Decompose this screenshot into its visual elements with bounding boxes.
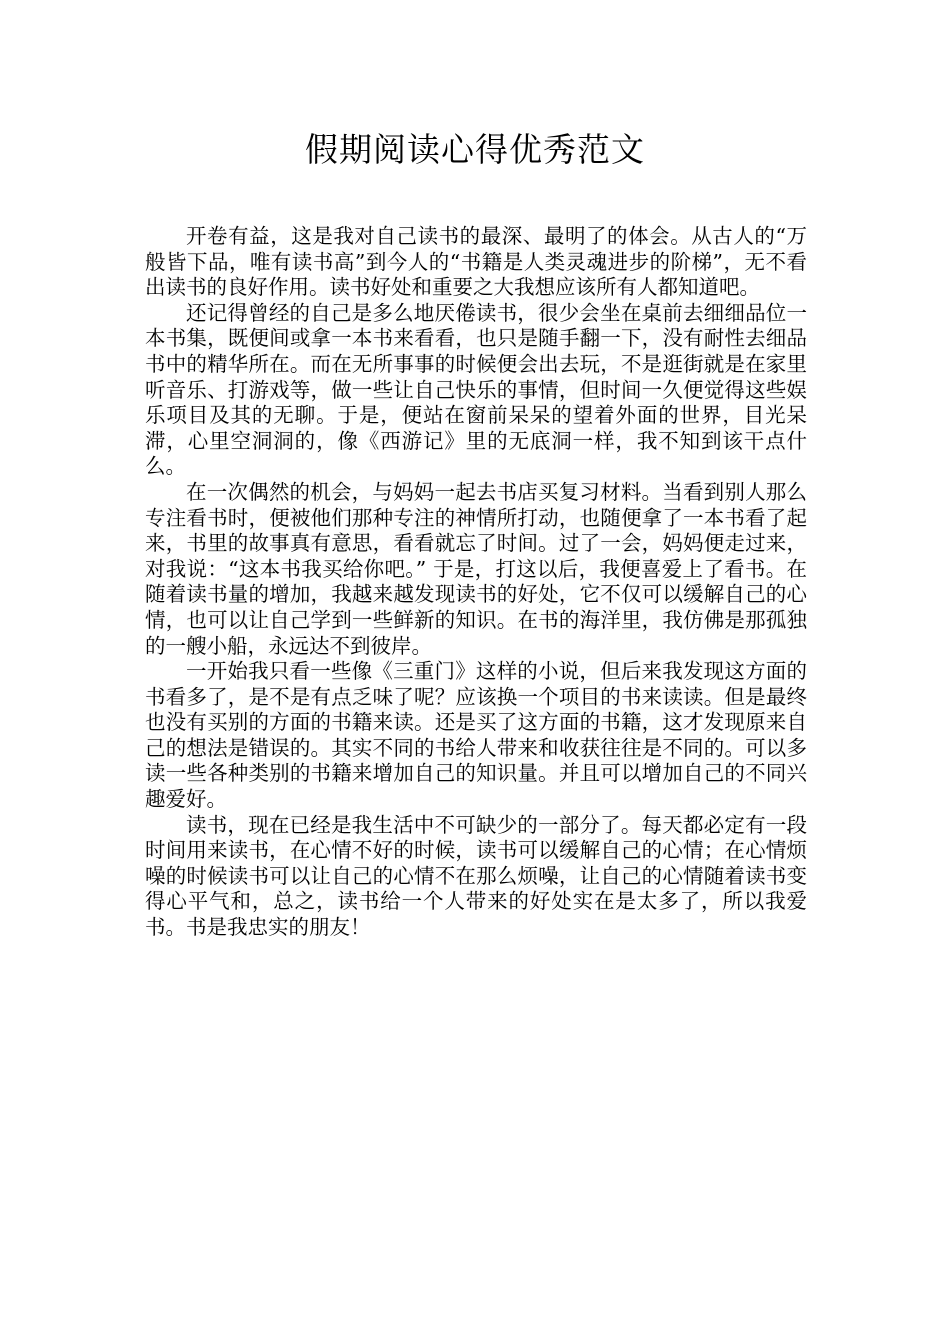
paragraph-5: 读书，现在已经是我生活中不可缺少的一部分了。每天都必定有一段时间用来读书，在心情不好的时候，读书可以缓解自己的心情；在心情烦噪的时候读书可以让自己的心情不在那么烦噪，让自己的心情随着读书变得心平气和，总之，读书给一个人带来的好处实在是太多了，所以我爱书。书是我忠实的朋友！ — [145, 812, 807, 940]
paragraph-4: 一开始我只看一些像《三重门》这样的小说，但后来我发现这方面的书看多了，是不是有点乏味了呢？应该换一个项目的书来读读。但是最终也没有买别的方面的书籍来读。还是买了这方面的书籍，这才发现原来自己的想法是错误的。其实不同的书给人带来和收获往往是不同的。可以多读一些各种类别的书籍来增加自己的知识量。并且可以增加自己的不同兴趣爱好。 — [145, 659, 807, 812]
document-body — [145, 224, 807, 941]
paragraph-1: 开卷有益，这是我对自己读书的最深、最明了的体会。从古人的“万般皆下品，唯有读书高”到今人的“书籍是人类灵魂进步的阶梯”，无不看出读书的良好作用。读书好处和重要之大我想应该所有人都知道吧。 — [145, 224, 807, 300]
document-title: 假期阅读心得优秀范文 — [305, 130, 645, 169]
paragraph-3: 在一次偶然的机会，与妈妈一起去书店买复习材料。当看到别人那么专注看书时，便被他们那种专注的神情所打动，也随便拿了一本书看了起来，书里的故事真有意思，看看就忘了时间。过了一会，妈妈便走过来，对我说：“这本书我买给你吧。” 于是，打这以后，我便喜爱上了看书。在随着读书量的增加，我越来越发现读书的好处，它不仅可以缓解自己的心情，也可以让自己学到一些鲜新的知识。在书的海洋里，我仿佛是那孤独的一艘小船，永远达不到彼岸。 — [145, 479, 807, 658]
paragraph-2: 还记得曾经的自己是多么地厌倦读书，很少会坐在桌前去细细品位一本书集，既便间或拿一本书来看看，也只是随手翻一下，没有耐性去细品书中的精华所在。而在无所事事的时候便会出去玩，不是逛街就是在家里听音乐、打游戏等，做一些让自己快乐的事情，但时间一久便觉得这些娱乐项目及其的无聊。于是，便站在窗前呆呆的望着外面的世界，目光呆滞，心里空洞洞的，像《西游记》里的无底洞一样，我不知到该干点什么。 — [145, 300, 807, 479]
